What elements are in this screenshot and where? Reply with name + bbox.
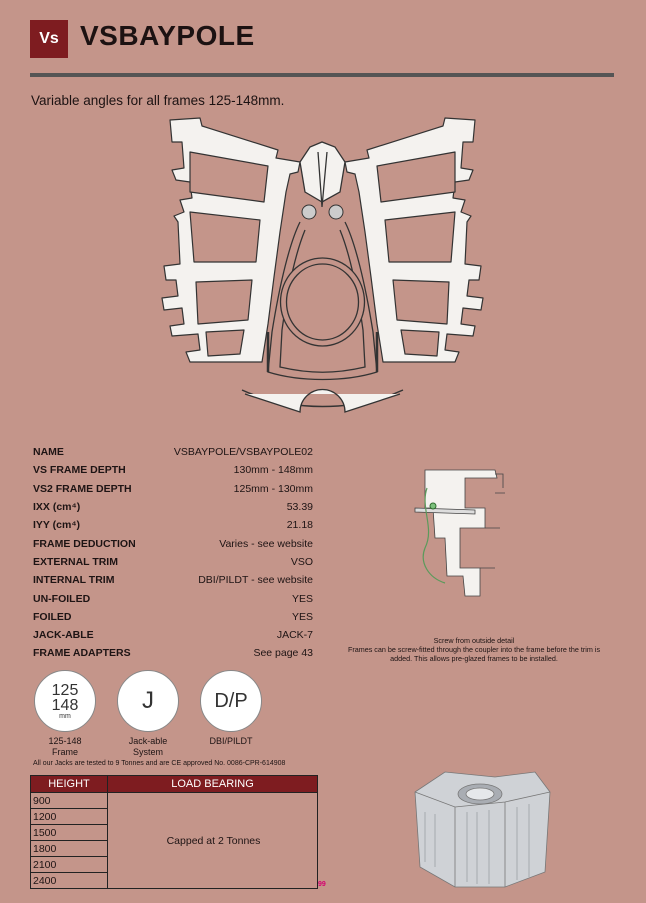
spec-value: 125mm - 130mm: [233, 482, 313, 495]
column-header: LOAD BEARING: [108, 776, 318, 793]
spec-key: IXX (cm⁴): [33, 501, 81, 514]
feature-label-line: Frame: [51, 747, 78, 757]
frame-range-feature: [33, 670, 97, 758]
table-header-row: [31, 776, 318, 793]
screw-detail-diagram: [405, 468, 525, 598]
height-cell: 2100: [31, 857, 108, 873]
range-top: 125: [51, 681, 79, 699]
spec-row: [33, 553, 313, 571]
spec-row: [33, 461, 313, 479]
spec-row: [33, 498, 313, 516]
spec-value: Varies - see website: [219, 537, 313, 550]
spec-key: FRAME ADAPTERS: [33, 647, 131, 660]
spec-value: See page 43: [253, 647, 313, 660]
page-title: VSBAYPOLE: [80, 20, 255, 51]
feature-label-line: DBI/PILDT: [209, 736, 253, 746]
spec-value: YES: [291, 610, 313, 623]
spec-value: VSBAYPOLE/VSBAYPOLE02: [173, 446, 313, 459]
jackable-feature: [116, 670, 180, 758]
brand-badge: Vs: [30, 20, 68, 58]
spec-value: VSO: [290, 555, 313, 568]
spec-row: [33, 644, 313, 662]
spec-key: FRAME DEDUCTION: [33, 537, 136, 550]
dbi-pildt-feature: [199, 670, 263, 758]
caption-title: Screw from outside detail: [433, 636, 515, 645]
subtitle: Variable angles for all frames 125-148mm.: [31, 93, 285, 108]
spec-row: [33, 443, 313, 461]
spec-value: DBI/PILDT - see website: [198, 574, 313, 587]
table-row: [31, 793, 318, 809]
jack-glyph: J: [142, 687, 154, 714]
feature-label: [129, 736, 168, 758]
height-cell: 1200: [31, 809, 108, 825]
height-cell: 1500: [31, 825, 108, 841]
range-unit: mm: [59, 712, 71, 720]
feature-icons: [33, 670, 263, 758]
spec-row: [33, 608, 313, 626]
profile-cross-section-diagram: [150, 112, 495, 427]
frame-range-icon: [34, 670, 96, 732]
spec-row: [33, 571, 313, 589]
column-header: HEIGHT: [31, 776, 108, 793]
range-bottom: 148: [51, 696, 79, 714]
caption-text: added. This allows pre-glazed frames to be installed.: [390, 654, 558, 663]
dp-glyph: D/P: [214, 689, 248, 712]
spec-value: JACK-7: [276, 629, 313, 642]
load-cell: Capped at 2 Tonnes: [108, 793, 318, 889]
feature-label-line: 125-148: [48, 736, 82, 746]
product-render-image: [405, 752, 555, 892]
spec-key: VS2 FRAME DEPTH: [33, 482, 132, 495]
spec-key: VS FRAME DEPTH: [33, 464, 126, 477]
spec-row: [33, 516, 313, 534]
height-cell: 2400: [31, 873, 108, 889]
dp-icon: [200, 670, 262, 732]
feature-label: [48, 736, 81, 758]
jack-icon: [117, 670, 179, 732]
spec-value: 130mm - 148mm: [233, 464, 313, 477]
spec-key: JACK-ABLE: [33, 629, 94, 642]
spec-key: NAME: [33, 446, 64, 459]
spec-row: [33, 589, 313, 607]
feature-label: [209, 736, 252, 747]
detail-caption: [328, 636, 620, 663]
caption-text: Frames can be screw-fitted through the coupler into the frame before the trim is: [347, 645, 601, 654]
spec-key: UN-FOILED: [33, 592, 91, 605]
spec-row: [33, 534, 313, 552]
spec-row: [33, 480, 313, 498]
specification-list: [33, 443, 313, 663]
jack-certification-note: All our Jacks are tested to 9 Tonnes and are CE approved No. 0086-CPR-614908: [33, 760, 286, 767]
spec-key: IYY (cm⁴): [33, 519, 81, 532]
load-bearing-table: [30, 775, 318, 889]
feature-label-line: Jack-able: [128, 736, 168, 746]
spec-key: FOILED: [33, 610, 72, 623]
height-cell: 1800: [31, 841, 108, 857]
height-cell: 900: [31, 793, 108, 809]
title-divider: [30, 73, 614, 77]
spec-value: YES: [291, 592, 313, 605]
spec-key: EXTERNAL TRIM: [33, 555, 118, 568]
spec-row: [33, 626, 313, 644]
spec-value: 53.39: [286, 501, 313, 514]
spec-key: INTERNAL TRIM: [33, 574, 115, 587]
feature-label-line: System: [132, 747, 163, 757]
page-number: 99: [318, 881, 326, 888]
spec-value: 21.18: [286, 519, 313, 532]
